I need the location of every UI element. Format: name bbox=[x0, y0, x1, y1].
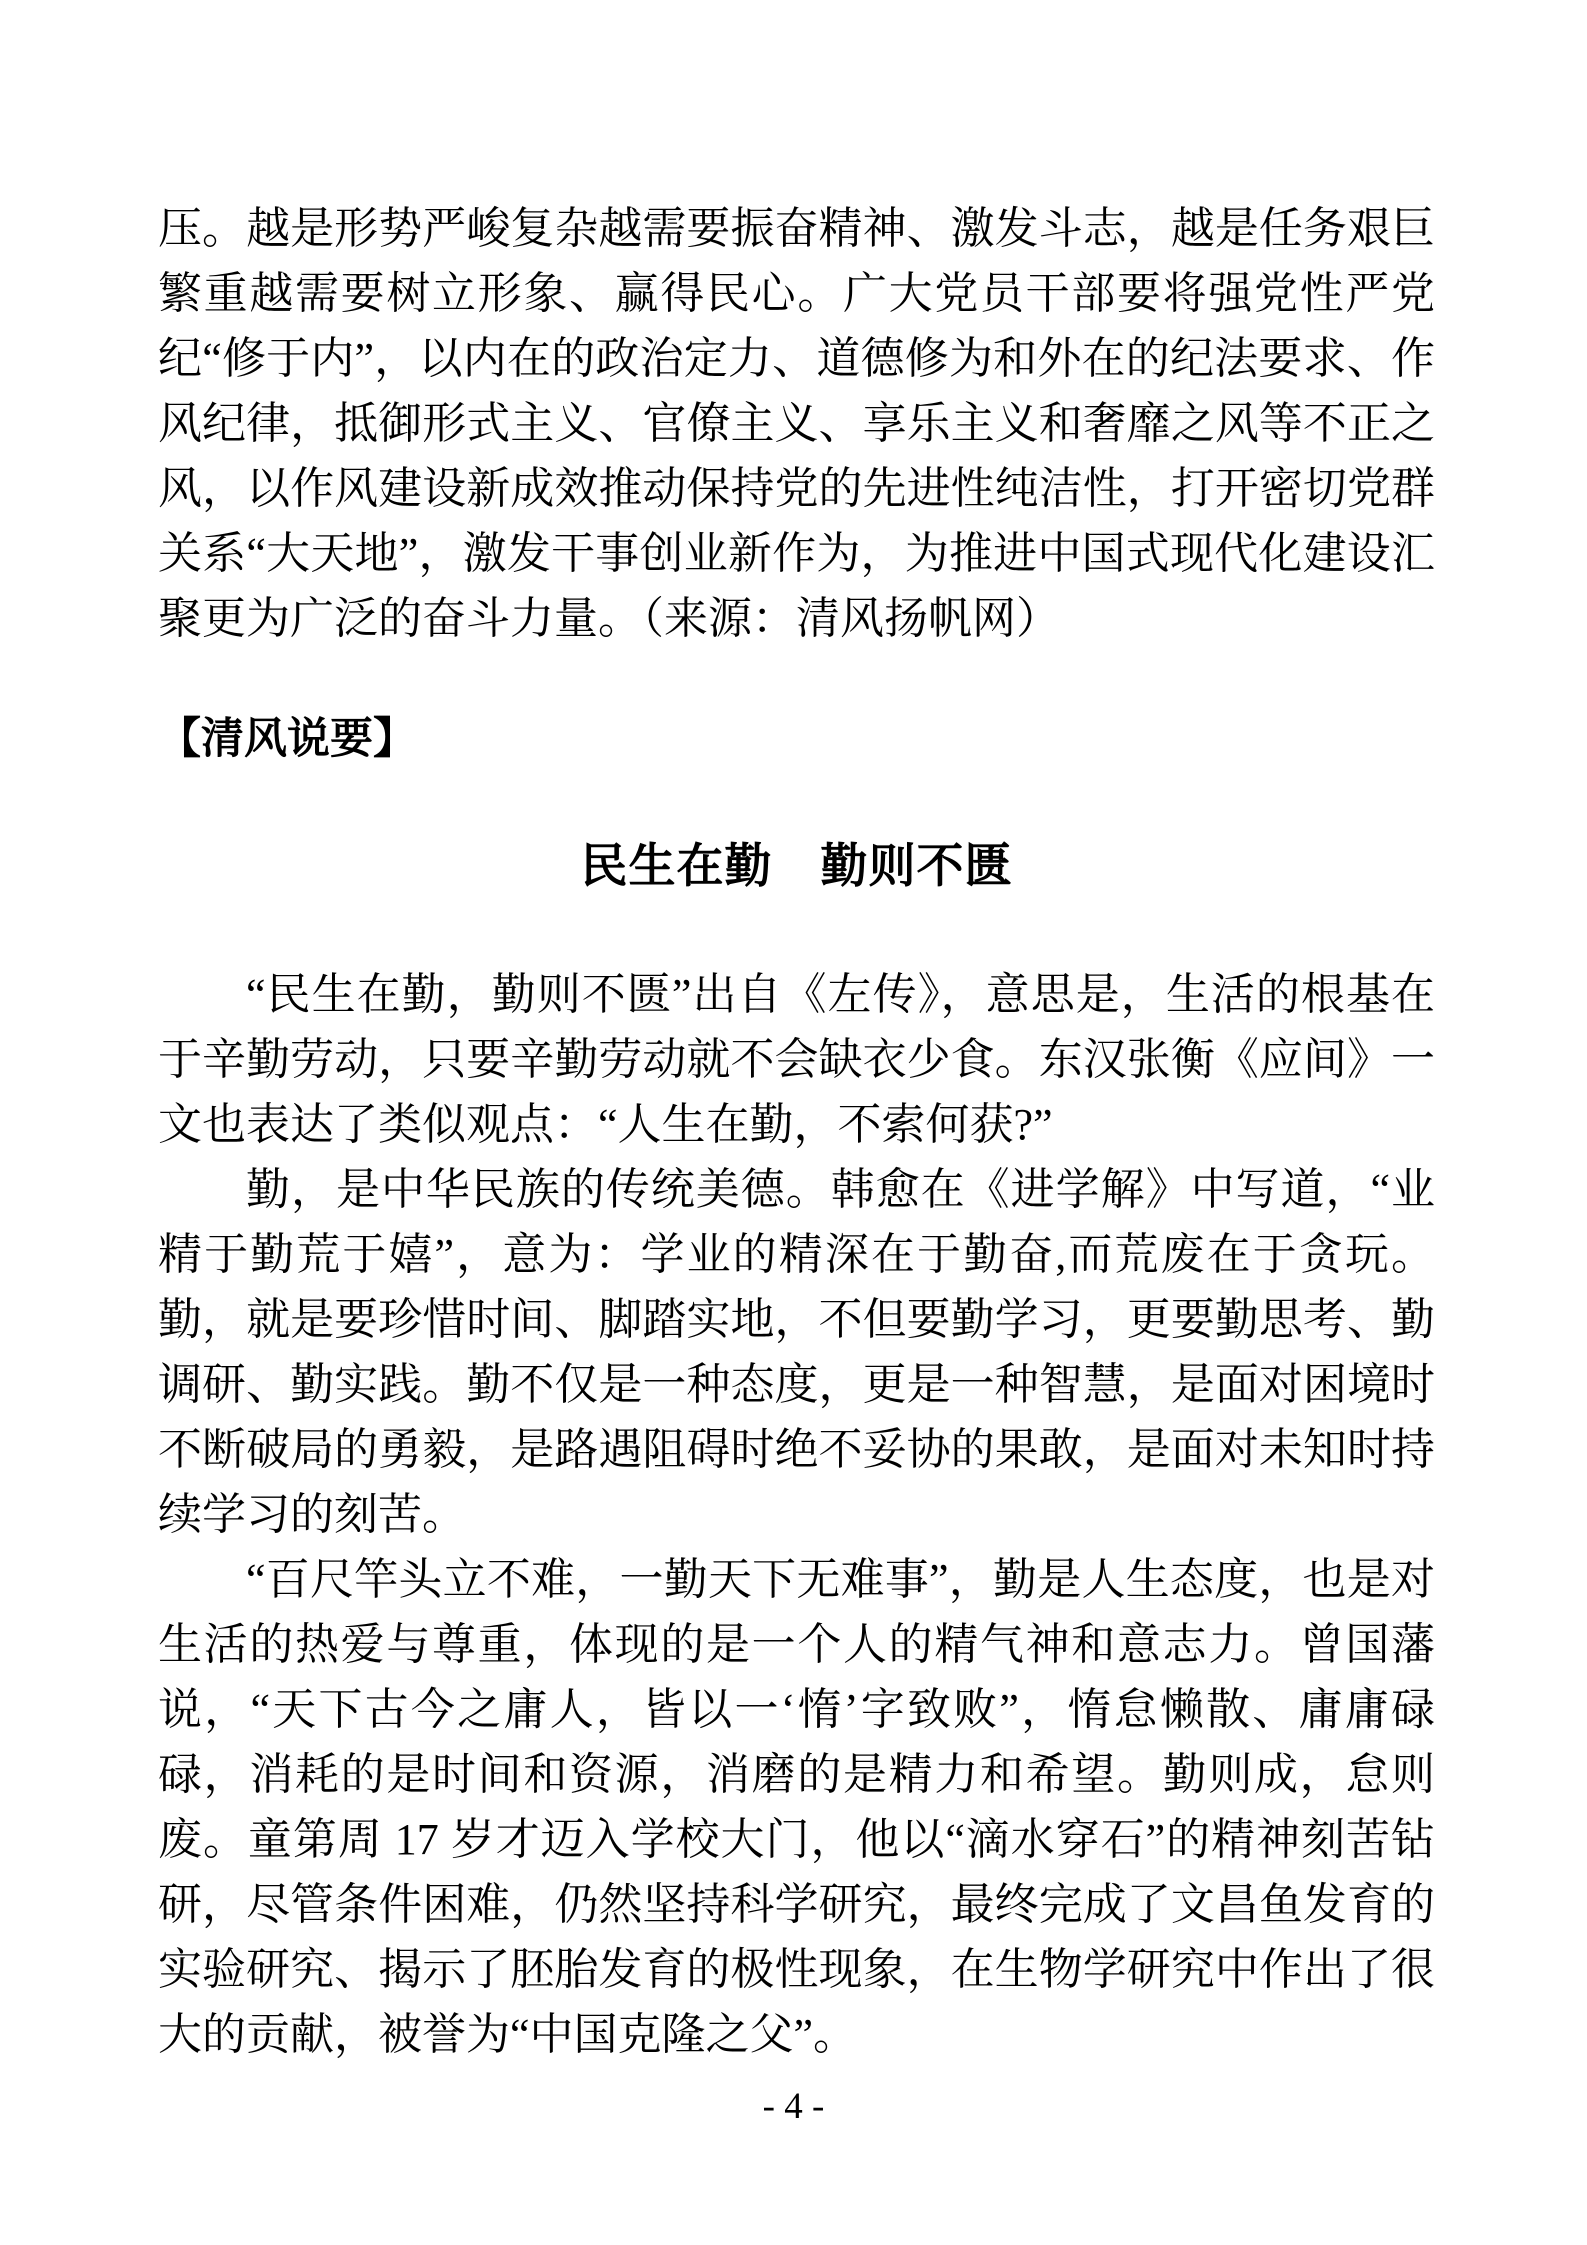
page-number: - 4 - bbox=[762, 2086, 825, 2127]
paragraph: “民生在勤，勤则不匮”出自《左传》，意思是，生活的根基在于辛勤劳动，只要辛勤劳动就不会缺衣少食。东汉张衡《应间》一文也表达了类似观点：“人生在勤，不索何获?” bbox=[158, 970, 1435, 1149]
paragraph: 勤，是中华民族的传统美德。韩愈在《进学解》中写道，“业精于勤荒于嬉”，意为：学业的精深在于勤奋,而荒废在于贪玩。勤，就是要珍惜时间、脚踏实地，不但要勤学习，更要勤思考、勤调研、勤实践。勤不仅是一种态度，更是一种智慧，是面对困境时不断破局的勇毅，是路遇阻碍时绝不妥协的果敢，是面对未知时持续学习的刻苦。 bbox=[158, 1165, 1435, 1539]
paragraph-continuation: 压。越是形势严峻复杂越需要振奋精神、激发斗志，越是任务艰巨繁重越需要树立形象、赢得民心。广大党员干部要将强党性严党纪“修于内”，以内在的政治定力、道德修为和外在的纪法要求、作风纪律，抵御形式主义、官僚主义、享乐主义和奢靡之风等不正之风，以作风建设新成效推动保持党的先进性纯洁性，打开密切党群关系“大天地”，激发干事创业新作为，为推进中国式现代化建设汇聚更为广泛的奋斗力量。（来源：清风扬帆网） bbox=[158, 204, 1435, 643]
paragraph: “百尺竿头立不难，一勤天下无难事”，勤是人生态度，也是对生活的热爱与尊重，体现的是一个人的精气神和意志力。曾国藩说，“天下古今之庸人，皆以一‘惰’字致败”，惰怠懒散、庸庸碌碌，消耗的是时间和资源，消磨的是精力和希望。勤则成，怠则废。童第周 17 岁才迈入学校大门，他以“滴水穿石”的精神刻苦钻研，尽管条件困难，仍然坚持科学研究，最终完成了文昌鱼发育的实验研究、揭示了胚胎发育的极性现象，在生物学研究中作出了很大的贡献，被誉为“中国克隆之父”。 bbox=[158, 1555, 1435, 2059]
article-title: 民生在勤 勤则不匮 bbox=[580, 841, 1013, 893]
section-header: 【清风说要】 bbox=[158, 715, 416, 763]
